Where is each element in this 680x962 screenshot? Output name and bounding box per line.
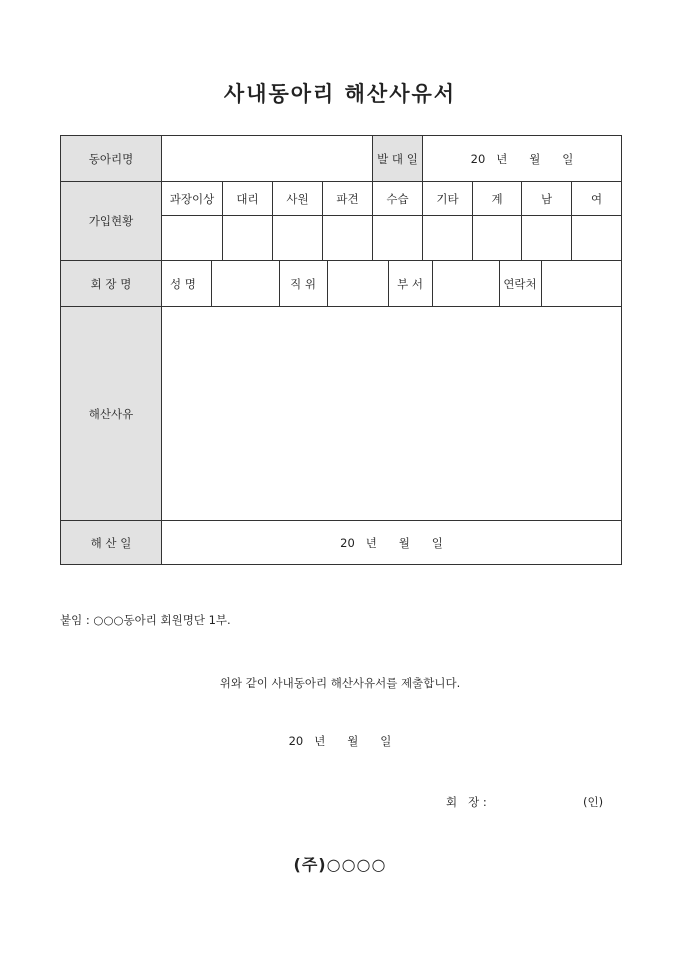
seal-mark: (인): [583, 795, 604, 809]
president-label: 회 장 명: [61, 261, 162, 307]
president-signature-label: 회 장 :: [446, 795, 487, 809]
membership-header-cell: 대리: [223, 182, 273, 216]
dissolve-date-label: 해 산 일: [61, 521, 162, 565]
membership-value-cell[interactable]: [473, 216, 522, 261]
membership-header-cell: 수습: [373, 182, 423, 216]
reason-row: [61, 307, 622, 521]
reason-label: 해산사유: [61, 307, 162, 521]
membership-header-row: [61, 182, 622, 216]
membership-header-cell: 사원: [273, 182, 323, 216]
department-field[interactable]: [432, 261, 499, 306]
company-name: (주)○○○○: [293, 855, 387, 874]
dissolve-date-field[interactable]: 20 년 월 일: [162, 521, 622, 565]
membership-value-cell[interactable]: [223, 216, 273, 261]
club-name-label: 동아리명: [61, 136, 162, 182]
membership-header-cell: 과장이상: [162, 182, 223, 216]
membership-label: 가입현황: [61, 182, 162, 261]
membership-header-cell: 남: [522, 182, 572, 216]
attachment-note: 붙임 : ○○○동아리 회원명단 1부.: [60, 613, 231, 627]
membership-value-cell[interactable]: [162, 216, 223, 261]
membership-value-cell[interactable]: [423, 216, 473, 261]
dissolution-form-table: [60, 135, 622, 565]
membership-header-cell: 파견: [323, 182, 373, 216]
contact-label: 연락처: [499, 261, 541, 306]
president-row: [61, 261, 622, 307]
membership-value-cell[interactable]: [373, 216, 423, 261]
name-label: 성 명: [162, 261, 211, 306]
position-field[interactable]: [327, 261, 388, 306]
membership-header-cell: 여: [572, 182, 622, 216]
president-subtable: [162, 261, 621, 306]
club-name-field[interactable]: [162, 136, 373, 182]
name-field[interactable]: [211, 261, 279, 306]
department-label: 부 서: [388, 261, 432, 306]
reason-field[interactable]: [162, 307, 622, 521]
membership-header-cell: 계: [473, 182, 522, 216]
club-info-row: [61, 136, 622, 182]
document-title: 사내동아리 해산사유서: [223, 81, 457, 106]
membership-header-cell: 기타: [423, 182, 473, 216]
position-label: 직 위: [279, 261, 327, 306]
submission-date: 20 년 월 일: [288, 734, 392, 748]
founded-date-field[interactable]: 20 년 월 일: [423, 136, 622, 182]
submission-statement: 위와 같이 사내동아리 해산사유서를 제출합니다.: [219, 676, 461, 690]
president-info-cell: [162, 261, 622, 307]
membership-value-cell[interactable]: [273, 216, 323, 261]
dissolve-date-row: [61, 521, 622, 565]
membership-value-cell[interactable]: [572, 216, 622, 261]
contact-field[interactable]: [541, 261, 621, 306]
membership-value-cell[interactable]: [522, 216, 572, 261]
founded-date-label: 발 대 일: [373, 136, 423, 182]
membership-value-cell[interactable]: [323, 216, 373, 261]
